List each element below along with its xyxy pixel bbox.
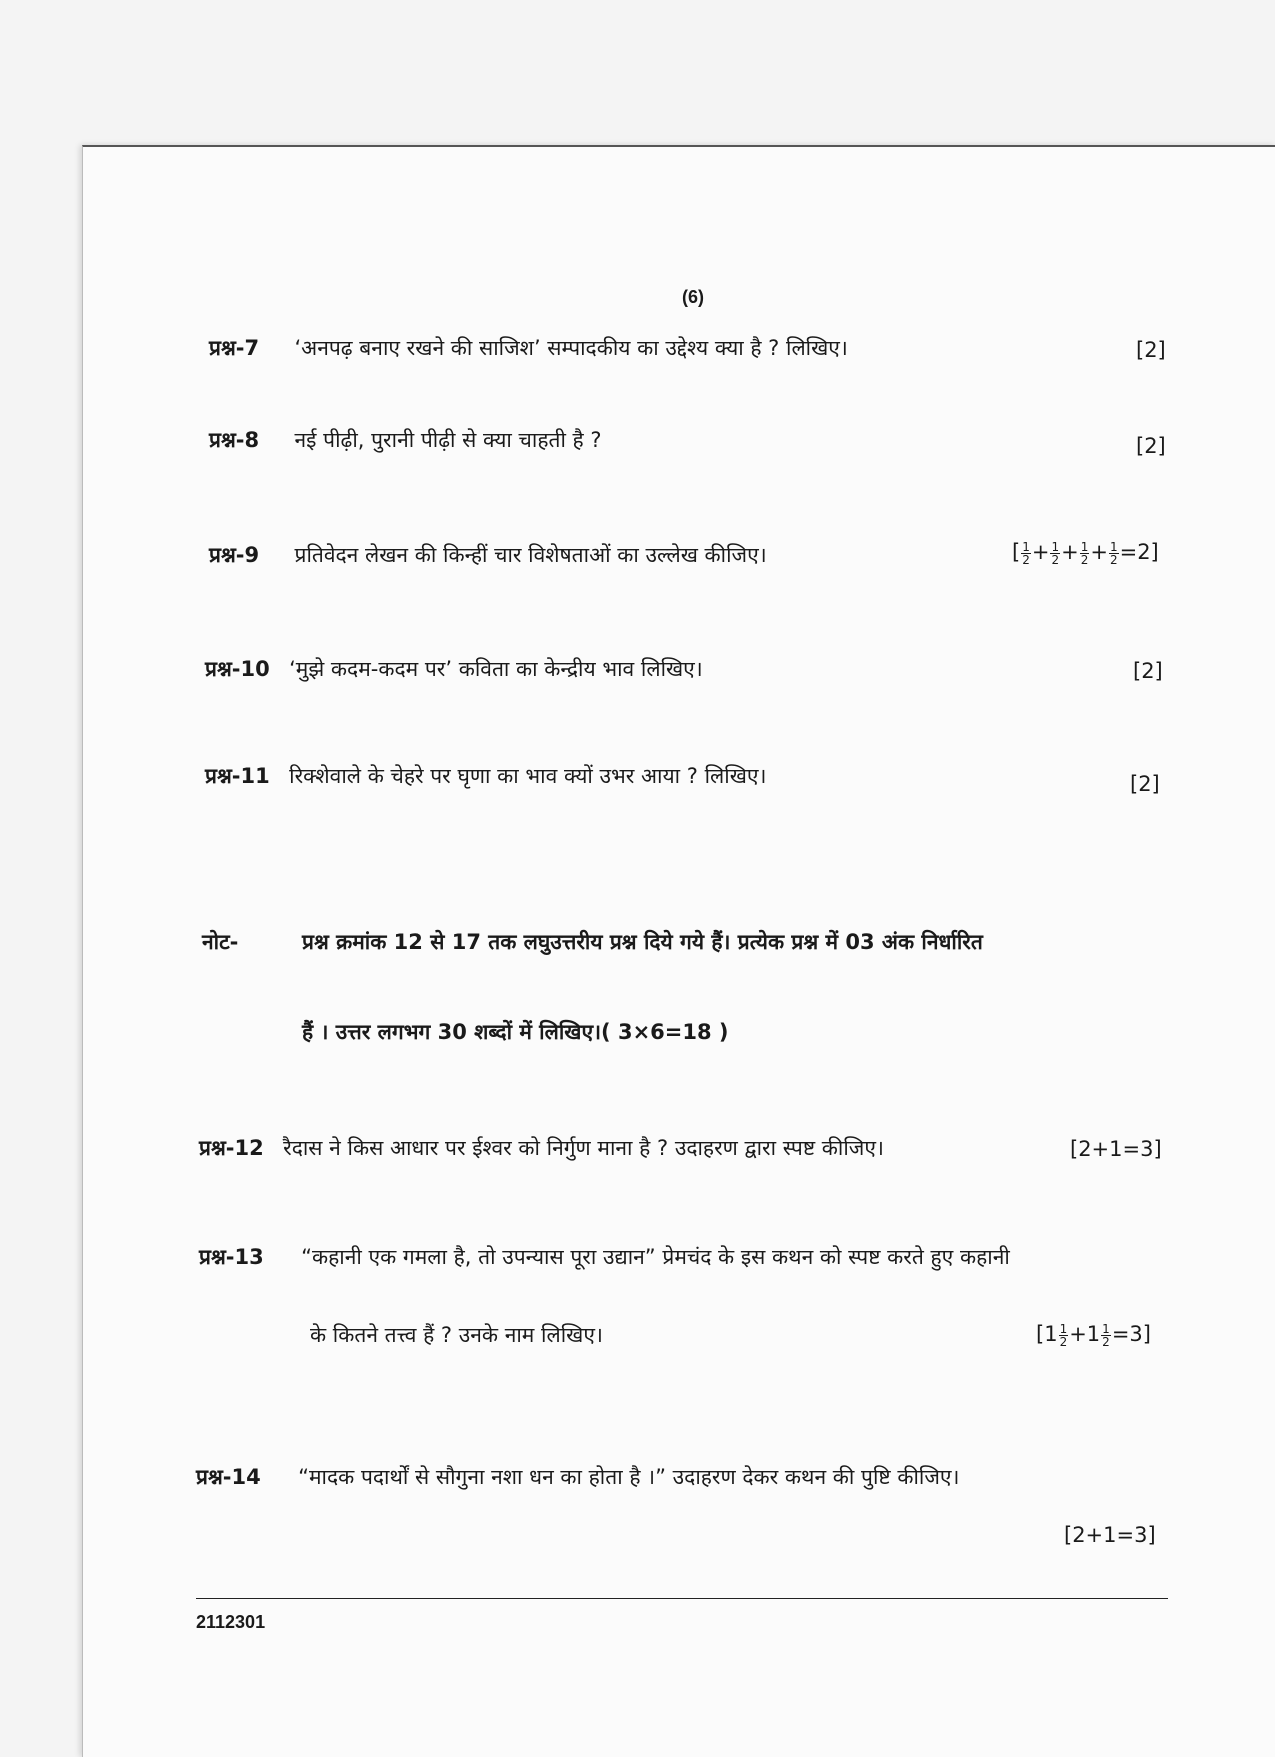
question-9-marks: [ $\frac{1}{2}$ + $\frac{1}{2}$ + $\frac{1}{2}$ + $\frac{1}{2}$ =2] xyxy=(1012,539,1159,567)
question-10 xyxy=(205,655,703,683)
question-13-marks xyxy=(1036,1322,1151,1348)
question-text: नई पीढ़ी, पुरानी पीढ़ी से क्या चाहती है ? xyxy=(294,428,602,452)
marks-open: [ xyxy=(1012,540,1021,564)
fraction: $\frac{1}{2}$ xyxy=(1059,1321,1068,1349)
question-12 xyxy=(199,1134,884,1162)
question-text: ‘मुझे कदम-कदम पर’ कविता का केन्द्रीय भाव लिखिए। xyxy=(289,657,703,681)
question-text: प्रतिवेदन लेखन की किन्हीं चार विशेषताओं का उल्लेख कीजिए। xyxy=(294,543,767,567)
marks-close: =2] xyxy=(1119,540,1159,564)
note-line-2: हैं । उत्तर लगभग 30 शब्दों में लिखिए।( 3×6=18 ) xyxy=(302,1020,729,1044)
marks-mid: +1 xyxy=(1069,1322,1101,1346)
question-label: प्रश्न-9 xyxy=(209,543,260,567)
question-8-marks: [2] xyxy=(1136,434,1166,458)
question-text: ‘अनपढ़ बनाए रखने की साजिश’ सम्पादकीय का उद्देश्य क्या है ? लिखिए। xyxy=(294,336,848,360)
question-11 xyxy=(205,762,766,790)
question-label: प्रश्न-8 xyxy=(209,428,260,452)
question-7 xyxy=(209,334,848,362)
question-text: “मादक पदार्थों से सौगुना नशा धन का होता है ।” उदाहरण देकर कथन की पुष्टि कीजिए। xyxy=(298,1465,960,1489)
question-7-marks: [2] xyxy=(1136,338,1166,362)
question-label: प्रश्न-13 xyxy=(199,1245,264,1269)
question-12-marks: [2+1=3] xyxy=(1070,1137,1162,1161)
question-label: प्रश्न-12 xyxy=(199,1136,264,1160)
question-text: रिक्शेवाले के चेहरे पर घृणा का भाव क्यों उभर आया ? लिखिए। xyxy=(289,764,767,788)
fraction: $\frac{1}{2}$ xyxy=(1022,539,1030,567)
question-14-marks: [2+1=3] xyxy=(1064,1523,1156,1547)
note-label: नोट- xyxy=(202,930,239,954)
page-number: (6) xyxy=(682,287,704,307)
paper-code: 2112301 xyxy=(196,1612,266,1632)
fraction: $\frac{1}{2}$ xyxy=(1109,539,1118,567)
question-13 xyxy=(199,1243,1010,1271)
marks-open: [1 xyxy=(1036,1322,1058,1346)
marks-close: =3] xyxy=(1111,1322,1151,1346)
fraction: $\frac{1}{2}$ xyxy=(1051,539,1060,567)
note-line-1: प्रश्न क्रमांक 12 से 17 तक लघुउत्तरीय प्रश्न दिये गये हैं। प्रत्येक प्रश्न में 03 अंक निर्धारित xyxy=(302,930,983,954)
question-9 xyxy=(209,541,767,569)
footer-rule xyxy=(196,1598,1168,1599)
question-label: प्रश्न-14 xyxy=(196,1465,261,1489)
question-10-marks: [2] xyxy=(1133,659,1163,683)
question-text: रैदास ने किस आधार पर ईश्वर को निर्गुण माना है ? उदाहरण द्वारा स्पष्ट कीजिए। xyxy=(283,1136,884,1160)
question-label: प्रश्न-7 xyxy=(209,336,260,360)
fraction: $\frac{1}{2}$ xyxy=(1102,1321,1110,1349)
question-11-marks: [2] xyxy=(1130,772,1160,796)
question-13-line-2: के कितने तत्त्व हैं ? उनके नाम लिखिए। xyxy=(310,1323,603,1347)
question-label: प्रश्न-11 xyxy=(205,764,270,788)
question-8 xyxy=(209,426,602,454)
question-14 xyxy=(196,1463,959,1491)
fraction: $\frac{1}{2}$ xyxy=(1080,539,1089,567)
question-text: “कहानी एक गमला है, तो उपन्यास पूरा उद्यान” प्रेमचंद के इस कथन को स्पष्ट करते हुए कहानी xyxy=(301,1245,1010,1269)
question-label: प्रश्न-10 xyxy=(205,657,270,681)
